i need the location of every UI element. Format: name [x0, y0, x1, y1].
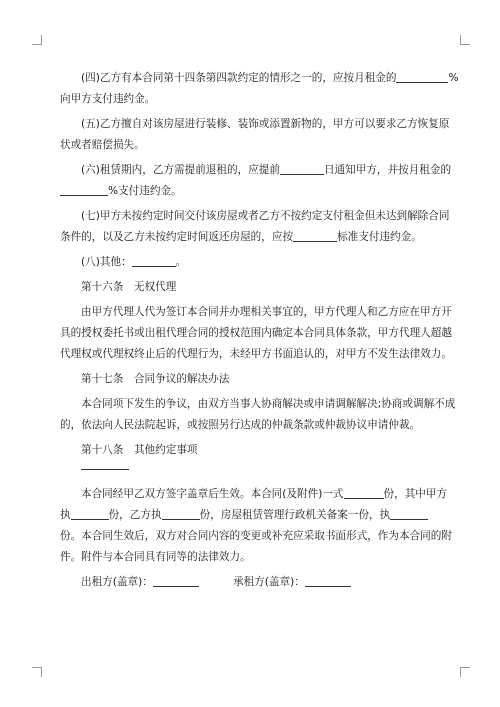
clause-5-cont: 状或者赔偿损失。 — [60, 139, 145, 151]
crop-mark-bottom-left — [32, 667, 42, 677]
blank-field[interactable] — [280, 162, 324, 175]
clause-6-cont: %支付违约金。 — [60, 181, 440, 202]
signature-row — [60, 572, 440, 593]
effect-line-4: 件。附件与本合同具有同等的法律效力。 — [60, 551, 251, 563]
blank-field[interactable] — [396, 70, 448, 83]
article-17-title: 第十七条 合同争议的解决办法 — [81, 373, 230, 385]
lessee-seal-label: 承租方(盖章)： — [233, 576, 305, 588]
blank-field[interactable] — [162, 507, 200, 520]
article-16-line: 由甲方代理人代为签订本合同并办理相关事宜的，甲方代理人和乙方应在甲方开 — [81, 306, 452, 318]
crop-mark-bottom-right — [460, 667, 470, 677]
clause-5: (五)乙方擅自对该房屋进行装修、装饰或添置新物的，甲方可以要求乙方恢复原 — [81, 118, 450, 130]
blank-field[interactable] — [293, 229, 337, 242]
lessor-seal-label: 出租方(盖章)： — [81, 576, 153, 588]
blank-field[interactable] — [344, 486, 384, 499]
article-18-title: 第十八条 其他约定事项 — [81, 444, 198, 456]
contract-page — [60, 68, 459, 593]
effect-line-3: 份。本合同生效后，双方对合同内容的变更或补充应采取书面形式，作为本合同的附 — [60, 530, 452, 542]
article-17-line: 的，依法向人民法院起诉，或按照另行达成的仲裁条款或仲裁协议申请仲裁。 — [60, 419, 421, 431]
blank-field[interactable] — [132, 254, 176, 267]
effect-line-2: 执 份，乙方执 份，房屋租赁管理行政机关备案一份，执 — [60, 505, 440, 526]
other-terms-blank[interactable] — [81, 469, 129, 470]
clause-4-cont: 向甲方支付违约金。 — [60, 93, 156, 105]
article-16-title: 第十六条 无权代理 — [81, 281, 177, 293]
blank-field[interactable] — [60, 183, 108, 196]
article-16-line: 具的授权委托书或出租代理合同的授权范围内确定本合同具体条款，甲方代理人超越 — [60, 327, 452, 339]
effect-line-1: 本合同经甲乙双方签字盖章后生效。本合同(及附件)一式 份，其中甲方 — [81, 488, 448, 500]
clause-4: (四)乙方有本合同第十四条第四款约定的情形之一的，应按月租金的 % — [81, 72, 459, 84]
article-16-line: 代理权或代理权终止后的代理行为，未经甲方书面追认的，对甲方不发生法律效力。 — [60, 348, 452, 360]
crop-mark-top-right — [460, 35, 470, 45]
article-17-line: 本合同项下发生的争议，由双方当事人协商解决或申请调解解决;协商或调解不成 — [81, 398, 456, 410]
crop-mark-top-left — [32, 35, 42, 45]
clause-7: (七)甲方未按约定时间交付该房屋或者乙方不按约定支付租金但未达到解除合同 — [81, 210, 450, 222]
clause-8: (八)其他： 。 — [81, 256, 187, 268]
blank-field[interactable] — [390, 507, 428, 520]
lessor-seal-field[interactable] — [153, 574, 199, 587]
clause-7-cont: 条件的，以及乙方未按约定时间返还房屋的，应按 标准支付违约金。 — [60, 231, 422, 243]
clause-6: (六)租赁期内，乙方需提前退租的，应提前 日通知甲方，并按月租金的 — [81, 164, 452, 176]
lessee-seal-field[interactable] — [305, 574, 351, 587]
blank-field[interactable] — [71, 507, 109, 520]
